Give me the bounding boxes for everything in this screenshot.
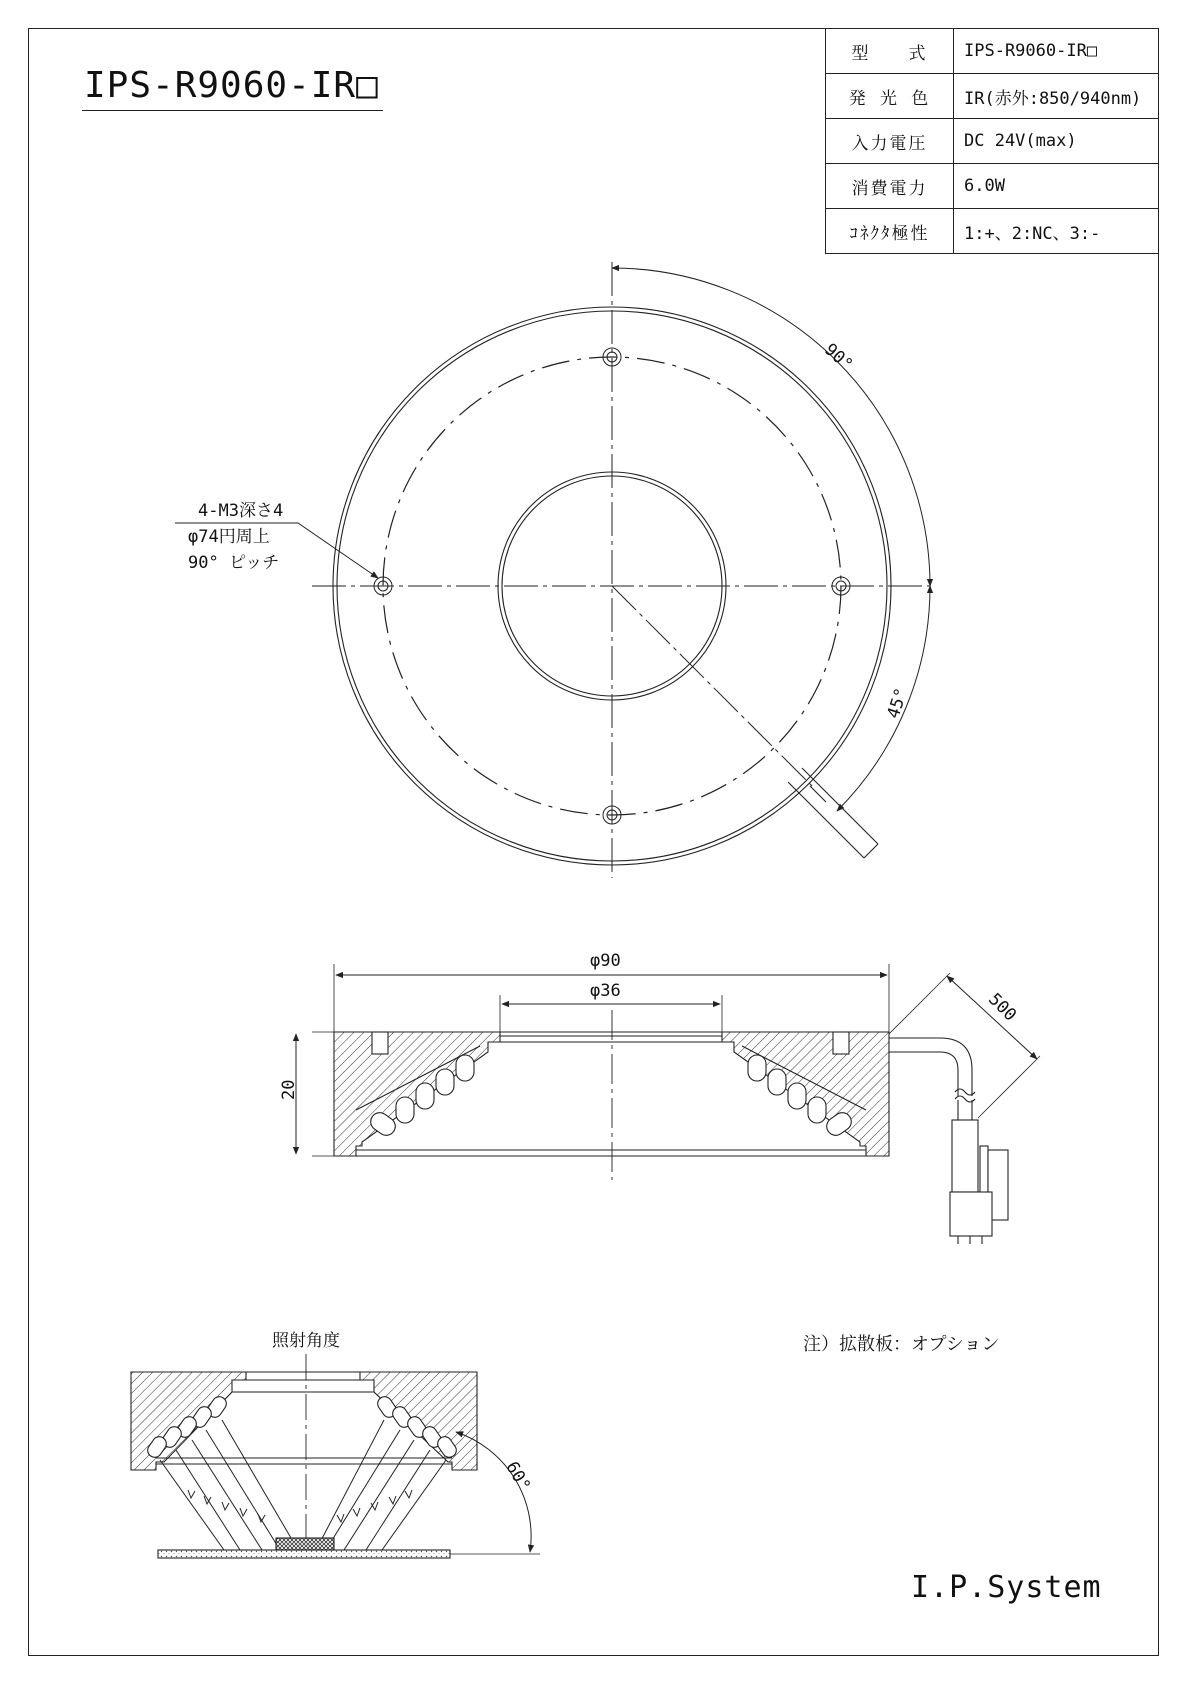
- dim-cable-length: 500: [984, 989, 1021, 1026]
- cable: [788, 768, 878, 858]
- spec-key: 消費電力: [826, 164, 954, 209]
- spec-value: 6.0W: [954, 164, 1159, 209]
- dim-inner-diameter: φ36: [590, 981, 621, 1001]
- beam-view-title: 照射角度: [272, 1331, 340, 1351]
- spec-value: IR(赤外:850/940nm): [954, 74, 1159, 119]
- hole-note-line: 90° ピッチ: [188, 553, 280, 573]
- diffuser-note: 注）拡散板：オプション: [803, 1334, 1000, 1355]
- beam-angle-label: 60°: [501, 1458, 535, 1495]
- hole-note-line: φ74円周上: [188, 527, 270, 547]
- spec-key: 入力電圧: [826, 119, 954, 164]
- spec-key: 発 光 色: [826, 74, 954, 119]
- spec-key: 型 式: [826, 29, 954, 74]
- section-view: [296, 964, 1040, 1244]
- hole-note-line: 4-M3深さ4: [198, 501, 284, 521]
- beam-view: [131, 1354, 540, 1558]
- company-name: I.P.System: [911, 1570, 1102, 1605]
- angle-label-45: 45°: [883, 685, 913, 722]
- spec-value: DC 24V(max): [954, 119, 1159, 164]
- angle-label-90: 90°: [820, 339, 857, 376]
- spec-key: ｺﾈｸﾀ極性: [826, 209, 954, 254]
- dim-height: 20: [279, 1079, 299, 1100]
- dim-outer-diameter: φ90: [590, 951, 621, 971]
- spec-value: IPS-R9060-IR□: [954, 29, 1159, 74]
- drawing-title: IPS-R9060-IR□: [82, 64, 383, 111]
- spec-value: 1:+、2:NC、3:-: [954, 209, 1159, 254]
